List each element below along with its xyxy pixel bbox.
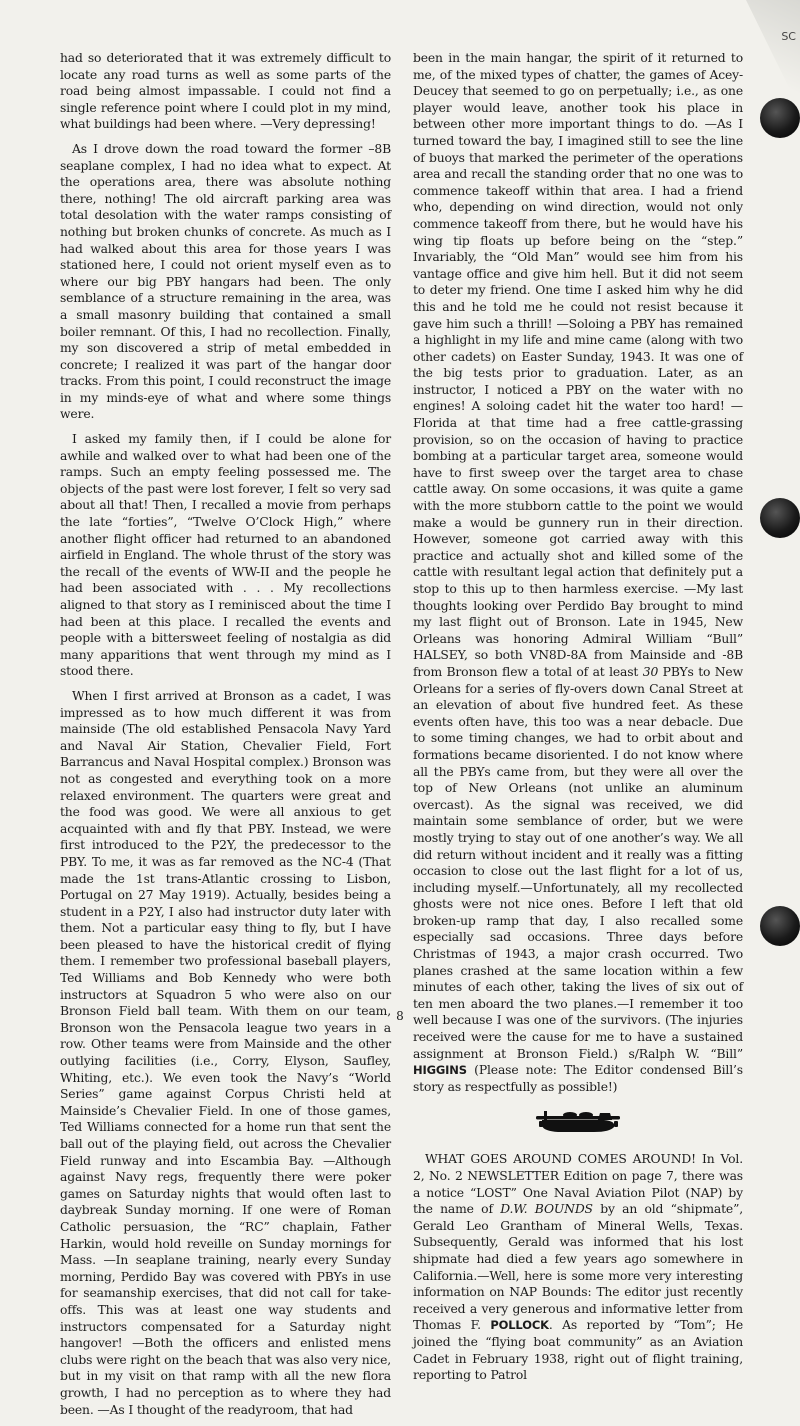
paragraph: When I first arrived at Bronson as a cadet, I was impressed as to how much different it was from mainside (The old established Pensacola Navy Yard and Naval Air Station, Chevalier Field, Fort Barrancus and Naval Hospital complex.) Bronson was not as congested and everything took on a more relaxed environment. The quarters were great and the food was good. We were all anxious to get acquainted with and fly that PBY. Instead, we were first introduced to the P2Y, the predecessor to the PBY. To me, it was as far removed as the NC-4 (That made the 1st trans-Atlantic crossing to Lisbon, Portugal on 27 May 1919). Actually, besides being a student in a P2Y, I also had instructor duty later with them. Not a particular easy thing to fly, but I have been pleased to have the historical credit of flying them. I remember two professional baseball players, Ted Williams and Bob Kennedy who were both instructors at Squadron 5 who were also on our Bronson Field ball team. With them on our team, Bronson won the Pensacola league two years in a row. Other teams were from Mainside and the other outlying facilities (i.e., Corry, Elyson, Saufley, Whiting, etc.). We even took the Navy’s “World Series” game against Corpus Christi held at Mainside’s Chevalier Field. In one of those games, Ted Williams connected for a home run that sent the ball out of the playing field, out across the Chevalier Field runway and into Escambia Bay. —Although against Navy regs, frequently there were poker games on Saturday nights that would often last to daybreak Sunday morning. If one were of Roman Catholic persuasion, the “RC” chaplain, Father Harkin, would hold reveille on Sunday mornings for Mass. —In seaplane training, nearly every Sunday morning, Perdido Bay was covered with PBYs in use for seamanship exercises, that did not call for take-offs. This was at least one way students and instructors compensated for a Saturday night hangover! —Both the officers and enlisted mens clubs were right on the beach that was also very nice, but in my visit on that ramp with all the new flora growth, I had no perception as to where they had been. —As I thought of the readyroom, that had: [60, 688, 391, 1417]
paragraph: [413, 1151, 743, 1383]
paragraph: As I drove down the road toward the former –8B seaplane complex, I had no idea what to expect. At the operations area, there was absolute nothing there, nothing! The old aircraft parking area was total desolation with the water ramps consisting of nothing but broken chunks of concrete. As much as I had walked about this area for those years I was stationed here, I could not orient myself even as to where our big PBY hangars had been. The only semblance of a structure remaining in the area, was a small masonry building that contained a small boiler remnant. Of this, I had no recollection. Finally, my son discovered a strip of metal embedded in concrete; I realized it was part of the hangar door tracks. From this point, I could reconstruct the image in my minds-eye of what and where some things were.: [60, 141, 391, 422]
binder-hole-icon: [760, 906, 800, 946]
page-number: 8: [396, 1009, 404, 1023]
person-name: POLLOCK: [490, 1318, 549, 1333]
signature-name: HIGGINS: [413, 1063, 467, 1078]
plane-count: 30: [642, 664, 659, 679]
paragraph: had so deteriorated that it was extremely difficult to locate any road turns as well as some parts of the road being almost impassable. I could not find a single reference point where I could plot in my mind, what buildings had been where. —Very depressing!: [60, 51, 391, 132]
corner-mark: SC: [781, 30, 796, 43]
right-column: [413, 50, 743, 1392]
paragraph: [413, 50, 743, 1095]
paragraph-text: WHAT GOES AROUND COMES AROUND! In Vol. 2, No. 2 NEWSLETTER Edition on page 7, there was a notice “LOST” One Naval Aviation Pilot (NAP) by the name of: [413, 1152, 743, 1217]
paragraph-text: by an old “shipmate”, Gerald Leo Grantham of Mineral Wells, Texas. Subsequently, Gerald was informed that his lost shipmate had died a few years ago somewhere in California.—Well, here is some more very interesting information on NAP Bounds: The editor just recently received a very generous and informative letter from Thomas F.: [413, 1202, 744, 1333]
binder-hole-icon: [760, 98, 800, 138]
editor-note: (Please note: The Editor condensed Bill’s story as respectfully as possible!): [413, 1063, 743, 1094]
paragraph-text: PBYs to New Orleans for a series of fly-overs down Canal Street at an elevation of about five hundred feet. As these events often have, this too was a near debacle. Due to some timing changes, we had to orbit about and formations became disoriented. I do not know where all the PBYs came from, but they were all over the top of New Orleans (not unlike an aluminum overcast). As the signal was received, we did maintain some semblance of order, but we were mostly trying to stay out of one another’s way. We all did return without incident and it really was a fitting occasion to close out the last flight for a lot of us, including myself.—Unfortunately, all my recollected ghosts were not nice ones. Before I left that old broken-up ramp that day, I also recalled some especially sad occasions. Three days before Christmas of 1943, a major crash occurred. Two planes crashed at the same location within a few minutes of each other, taking the lives of six out of ten men aboard the two planes.—I remember it too well because I was one of the survivors. (The injuries received were the cause for me to have a sustained assignment at Bronson Field.) s/Ralph W. “Bill”: [413, 664, 743, 1061]
paragraph-text: been in the main hangar, the spirit of it returned to me, of the mixed types of chatter, the games of Acey-Deucey that seemed to go on perpetually; i.e., as one player would leave, another took his place in between other more important things to do. —As I turned toward the bay, I imagined still to see the line of buoys that marked the perimeter of the operations area and recall the standing order that no one was to commence takeoff within that area. I had a friend who, depending on wind direction, would not only commence takeoff from there, but he would have his wing tip floats up before being on the “step.” Invariably, the “Old Man” would see him from his vantage office and give him hell. But it did not seem to deter my friend. One time I asked him why he did this and he told me he could not resist because it gave him such a thrill! —Soloing a PBY has remained a highlight in my life and mine came (along with two other cadets) on Easter Sunday, 1943. It was one of the big tests prior to graduation. Later, as an instructor, I noticed a PBY on the water with no engines! A soloing cadet hit the water too hard! —Florida at that time had a free cattle-grassing provision, so on the occasion of having to practice bombing at a particular target area, someone would have to first sweep over the target area to chase cattle away. On some occasions, it was quite a game with the more stubborn cattle to the point we would make a would be gunnery run in their direction. However, someone got carried away with this practice and actually shot and killed some of the cattle with resultant legal action that definitely put a stop to this up to then harmless exercise. —My last thoughts looking over Perdido Bay brought to mind my last flight out of Bronson. Late in 1945, New Orleans was honoring Admiral William “Bull” HALSEY, so both VN8D-8A from Mainside and -8B from Bronson flew a total of at least: [413, 51, 743, 679]
paragraph-text: . As reported by “Tom”; He joined the “flying boat community” as an Aviation Cadet in February 1938, right out of flight training, reporting to Patrol: [413, 1318, 744, 1383]
paragraph: I asked my family then, if I could be alone for awhile and walked over to what had been one of the ramps. Such an empty feeling possessed me. The objects of the past were lost forever, I felt so very sad about all that! Then, I recalled a movie from perhaps the late “forties”, “Twelve O’Clock High,” where another flight officer had returned to an abandoned airfield in England. The whole thrust of the story was the recall of the events of WW-II and the people he had been associated with . . . My recollections aligned to that story as I reminisced about the time I had been at this place. I recalled the events and people with a bittersweet feeling of nostalgia as did many apparitions that went through my mind as I stood there.: [60, 432, 391, 679]
person-name: D.W. BOUNDS: [500, 1202, 593, 1217]
page-corner-fold: [746, 0, 800, 110]
pby-seaplane-icon: [534, 1107, 622, 1137]
binder-hole-icon: [760, 498, 800, 538]
left-column: [60, 50, 391, 1426]
